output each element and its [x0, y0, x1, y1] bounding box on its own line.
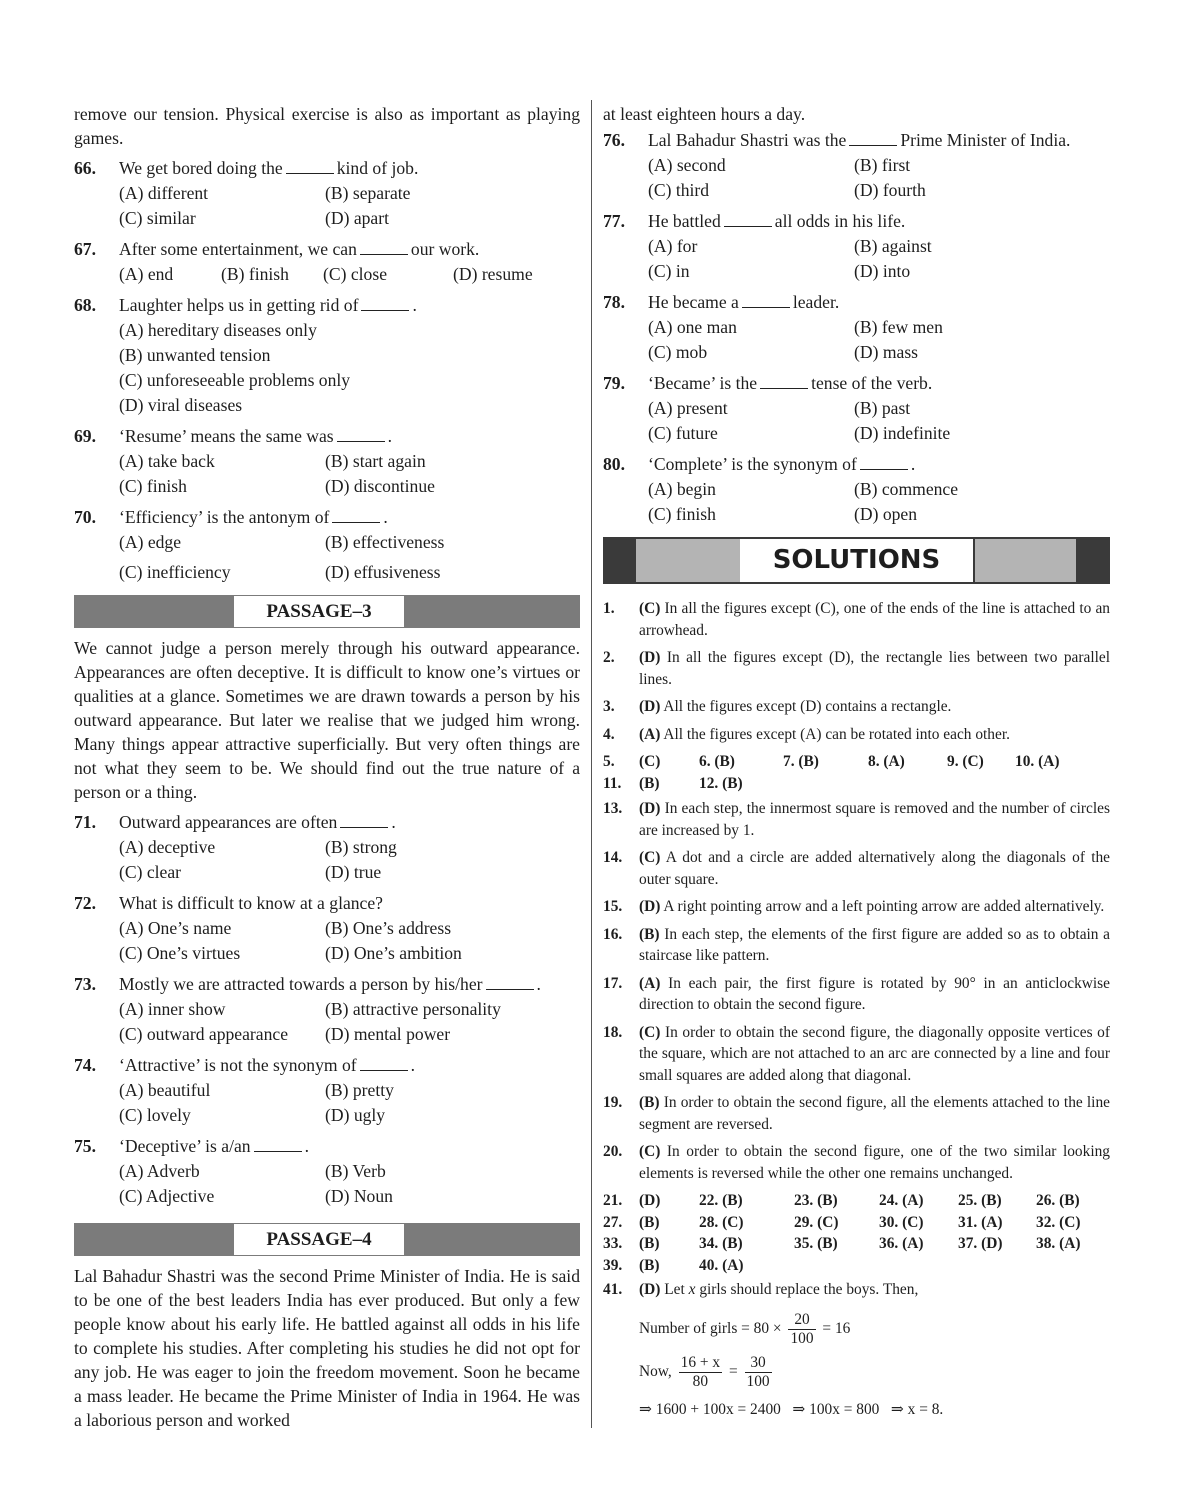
question-number: 69.: [74, 426, 96, 446]
options: [119, 262, 580, 287]
option-c: (C) similar: [119, 208, 196, 228]
solution-18: 18. (C) In order to obtain the second figure, the diagonally opposite vertices of the square, which are not attached to an arc are connected by a line and four small squares are added along that diagonal.: [603, 1023, 1110, 1084]
solution-1: 1. (C) In all the figures except (C), one of the ends of the line is attached to an arrowhead.: [603, 600, 1110, 639]
option-a: (A) take back: [119, 451, 215, 471]
continued-text: at least eighteen hours a day.: [603, 104, 806, 124]
option-a: (A) edge: [119, 532, 182, 552]
question-number: 78.: [603, 292, 625, 312]
passage-3-title: PASSAGE–3: [234, 596, 404, 627]
question-73: [74, 972, 580, 1047]
option-d: (D) true: [325, 862, 382, 882]
left-column: [74, 102, 580, 1432]
answer-row-11: 11. (B) 12. (B): [603, 774, 743, 792]
option-d: (D) into: [854, 261, 911, 281]
question-76: [603, 128, 1110, 203]
question-number: 76.: [603, 130, 625, 150]
solution-13: 13. (D) In each step, the innermost square is removed and the number of circles are increased by 1.: [603, 800, 1110, 839]
question-78: [603, 290, 1110, 365]
fraction: $\frac{16 + x}{80}$: [680, 1353, 721, 1390]
math-line-2: Now, $\frac{16 + x}{80}$ = $\frac{30}{100}$: [639, 1353, 770, 1390]
question-number: 70.: [74, 507, 96, 527]
option-c: (C) One’s virtues: [119, 943, 241, 963]
option-a: (A) inner show: [119, 999, 226, 1019]
option-c: (C) lovely: [119, 1105, 191, 1125]
column-divider: [591, 100, 592, 1428]
solution-20: 20. (C) In order to obtain the second figure, one of the two similar looking elements is reversed while the other one remains unchanged.: [603, 1143, 1110, 1182]
question-text: Outward appearances are often .: [119, 812, 396, 832]
option-c: (C) finish: [648, 504, 716, 524]
question-77: [603, 209, 1110, 284]
question-number: 72.: [74, 893, 96, 913]
option-a: (A) one man: [648, 317, 737, 337]
option-c: (C) outward appearance: [119, 1024, 289, 1044]
option-c: (C) third: [648, 180, 710, 200]
option-b: (B) attractive personality: [325, 999, 501, 1019]
option-b: (B) against: [854, 236, 932, 256]
option-a: (A) deceptive: [119, 837, 216, 857]
option-a: (A) end: [119, 264, 174, 284]
option-d: (D) discontinue: [325, 476, 435, 496]
option-d: (D) ugly: [325, 1105, 386, 1125]
question-text: We get bored doing the kind of job.: [119, 158, 419, 178]
question-text: After some entertainment, we can our work.: [119, 239, 480, 259]
option-b: (B) finish: [221, 264, 289, 284]
answer-row-39: 39. (B) 40. (A): [603, 1256, 744, 1274]
passage-4-text: Lal Bahadur Shastri was the second Prime Minister of India. He is said to be one of the best leaders India has ever produced. But only a few people know about his early life. He battled against all odds in his life to complete his studies. After completing his studies he did not opt for any job. He was eager to join the freedom movement. Soon he became a mass leader. He became the Prime Minister of India in 1964. He was a laborious person and worked: [74, 1266, 580, 1430]
option-a: (A) different: [119, 183, 209, 203]
right-column: at least eighteen hours a day. 76. Lal Bahadur Shastri was the Prime Minister of India. (A) second (B) first (C) third (D) fourth 77. He battled all odds in his life. (A) for (B) against (C) in (D) into 78. He became a leader. (A) one man (B) few men (C) mob (D) mass 79. ‘Became’ is the tense of the verb. (A) present (B) past (C) future (D) indefinite 80. ‘Complete’ is the synonym of . (A) begin (B) commence (C) finish (D) open SOLUTIONS 1. (C) In all the figures except (C), one of the ends of the line is attached to an arrowhead. 2. (D) In all the figures except (D), the rectangle lies between two parallel lines. 3. (D) All the figures except (D) contains a rectangle. 4. (A) All the figures except (A) can be rotated into each other. 5. (C) 6. (B) 7. (B) 8. (A) 9. (C) 10. (A) 11. (B) 12. (B) 13. (D) In each step, the innermost square is removed and the number of circles are increased by 1. 14. (C) A dot and a circle are added alternatively along the diagonals of the outer square. 15. (D) A right pointing arrow and a left pointing arrow are added alternatively. 16. (B) In each step, the elements of the first figure are added so as to obtain a staircase like pattern. 17. (A) In each pair, the first figure is rotated by 90° in an anticlockwise direction to obtain the second figure. 18. (C) In order to obtain the second figure, the diagonally opposite vertices of the square, which are not attached to an arc are connected by a line and four small squares are added along that diagonal. 19. (B) In order to obtain the second figure, all the elements attached to the line segment are reversed. 20. (C) In order to obtain the second figure, one of the two similar looking elements is reversed while the other one remains unchanged. 21. (D) 22. (B) 23. (B) 24. (A) 25. (B) 26. (B) 27. (B) 28. (C) 29. (C) 30. (C) 31. (A) 32. (C) 33. (B) 34. (B) 35. (B) 36. (A) 37. (D) 38. (A) 39. (B) 40. (A) 41. (D) Let x girls should replace the boys. Then, Number of girls = 80 × $\frac{20}{100}$ = 16 Now, $\frac{16 + x}{80}$ = $\frac{30}{100}$ ⇒ 1600 + 100x = 2400 ⇒ 100x = 800 ⇒ x = 8.: [603, 102, 1110, 1421]
option-b: (B) Verb: [325, 1161, 386, 1181]
question-80: [603, 452, 1110, 527]
option-a: (A) One’s name: [119, 918, 232, 938]
option-c: (C) finish: [119, 476, 187, 496]
question-number: 77.: [603, 211, 625, 231]
option-b: (B) start again: [325, 451, 426, 471]
passage-3-text: We cannot judge a person merely through his outward appearance. Appearances are often deceptive. It is difficult to know one’s virtues or qualities at a glance. Sometimes we are drawn towards a person by his outward appearance. But later we realise that we judged him wrong. Many things appear attractive superficially. But very often things are not what they seem to be. We should find out the true nature of a person or a thing.: [74, 638, 580, 802]
option-d: (D) fourth: [854, 180, 926, 200]
option-a: (A) begin: [648, 479, 716, 499]
option-b: (B) strong: [325, 837, 397, 857]
option-b: (B) few men: [854, 317, 943, 337]
question-74: [74, 1053, 580, 1128]
options: [648, 234, 1110, 284]
option-d: (D) viral diseases: [119, 395, 243, 415]
math-line-3: ⇒ 1600 + 100x = 2400 ⇒ 100x = 800 ⇒ x = 8.: [639, 1400, 944, 1418]
options: [648, 396, 1110, 446]
question-text: ‘Complete’ is the synonym of .: [648, 454, 916, 474]
option-b: (B) commence: [854, 479, 959, 499]
option-c: (C) clear: [119, 862, 182, 882]
question-text: Lal Bahadur Shastri was the Prime Minister of India.: [648, 130, 1071, 150]
option-c: (C) inefficiency: [119, 562, 231, 582]
question-69: [74, 424, 580, 499]
question-68: [74, 293, 580, 418]
option-d: (D) apart: [325, 208, 389, 228]
solution-14: 14. (C) A dot and a circle are added alternatively along the diagonals of the outer square.: [603, 849, 1110, 888]
option-b: (B) first: [854, 155, 911, 175]
question-number: 75.: [74, 1136, 96, 1156]
fraction: $\frac{30}{100}$: [746, 1353, 770, 1390]
option-d: (D) resume: [453, 264, 533, 284]
question-number: 68.: [74, 295, 96, 315]
question-text: ‘Efficiency’ is the antonym of .: [119, 507, 388, 527]
options: [119, 916, 580, 966]
passage-4-title: PASSAGE–4: [234, 1224, 404, 1255]
math-line-1: Number of girls = 80 × $\frac{20}{100}$ = 16: [639, 1310, 851, 1347]
option-a: (A) beautiful: [119, 1080, 211, 1100]
option-b: (B) past: [854, 398, 911, 418]
question-text: ‘Deceptive’ is a/an .: [119, 1136, 309, 1156]
option-b: (B) unwanted tension: [119, 345, 271, 365]
option-a: (A) present: [648, 398, 728, 418]
solution-17: 17. (A) In each pair, the first figure is rotated by 90° in an anticlockwise direction to obtain the second figure.: [603, 974, 1110, 1013]
option-d: (D) effusiveness: [325, 562, 441, 582]
question-number: 67.: [74, 239, 96, 259]
passage-4-header: [74, 1223, 580, 1256]
options: [648, 477, 1110, 527]
option-d: (D) indefinite: [854, 423, 951, 443]
option-d: (D) mass: [854, 342, 919, 362]
option-c: (C) close: [323, 264, 388, 284]
solutions-header: [603, 537, 1110, 584]
option-b: (B) effectiveness: [325, 532, 445, 552]
option-a: (A) hereditary diseases only: [119, 320, 317, 340]
solution-2: 2. (D) In all the figures except (D), the rectangle lies between two parallel lines.: [603, 649, 1110, 688]
option-a: (A) Adverb: [119, 1161, 200, 1181]
solution-41: 41. (D) Let x girls should replace the boys. Then,: [603, 1281, 919, 1298]
option-d: (D) mental power: [325, 1024, 451, 1044]
options: [119, 835, 580, 885]
question-number: 71.: [74, 812, 96, 832]
question-text: What is difficult to know at a glance?: [119, 893, 383, 913]
question-71: [74, 810, 580, 885]
question-text: ‘Resume’ means the same was .: [119, 426, 393, 446]
question-66: [74, 156, 580, 231]
question-text: ‘Attractive’ is not the synonym of .: [119, 1055, 416, 1075]
options: [119, 1159, 580, 1209]
options: [119, 997, 580, 1047]
question-text: Laughter helps us in getting rid of .: [119, 295, 417, 315]
fraction: $\frac{20}{100}$: [790, 1310, 814, 1347]
option-a: (A) for: [648, 236, 698, 256]
question-75: [74, 1134, 580, 1209]
question-number: 74.: [74, 1055, 96, 1075]
answer-row-5: 5. (C) 6. (B) 7. (B) 8. (A) 9. (C) 10. (A): [603, 753, 1060, 770]
option-c: (C) in: [648, 261, 690, 281]
solutions-title: SOLUTIONS: [740, 539, 973, 582]
solution-3: 3. (D) All the figures except (D) contains a rectangle.: [603, 698, 952, 715]
intro-text: remove our tension. Physical exercise is also as important as playing games.: [74, 104, 580, 148]
solution-15: 15. (D) A right pointing arrow and a left pointing arrow are added alternatively.: [603, 898, 1105, 915]
solution-16: 16. (B) In each step, the elements of the first figure are added so as to obtain a staircase like pattern.: [603, 925, 1110, 964]
answer-row-33: 33. (B) 34. (B) 35. (B) 36. (A) 37. (D): [603, 1235, 1003, 1252]
option-b: (B) pretty: [325, 1080, 394, 1100]
question-number: 66.: [74, 158, 96, 178]
header-decoration: [636, 539, 740, 582]
header-decoration: [975, 539, 1076, 582]
question-number: 73.: [74, 974, 96, 994]
options: [648, 315, 1110, 365]
option-b: (B) separate: [325, 183, 411, 203]
options: [648, 153, 1110, 203]
question-number: 80.: [603, 454, 625, 474]
option-d: (D) open: [854, 504, 918, 524]
option-b: (B) One’s address: [325, 918, 452, 938]
options: [119, 1078, 580, 1128]
option-a: (A) second: [648, 155, 726, 175]
question-text: ‘Became’ is the tense of the verb.: [648, 373, 933, 393]
question-70: [74, 505, 580, 585]
option-c: (C) Adjective: [119, 1186, 215, 1206]
question-text: Mostly we are attracted towards a person by his/her .: [119, 974, 541, 994]
options: [119, 181, 580, 231]
question-text: He became a leader.: [648, 292, 840, 312]
answer-row-27: 27. (B) 28. (C) 29. (C) 30. (C) 31. (A): [603, 1213, 1003, 1231]
options: [119, 449, 580, 499]
options: [119, 530, 580, 585]
question-number: 79.: [603, 373, 625, 393]
question-text: He battled all odds in his life.: [648, 211, 906, 231]
option-c: (C) unforeseeable problems only: [119, 370, 351, 390]
question-72: [74, 891, 580, 966]
options: [119, 318, 580, 418]
option-d: (D) One’s ambition: [325, 943, 462, 963]
option-d: (D) Noun: [325, 1186, 393, 1206]
solution-19: 19. (B) In order to obtain the second figure, all the elements attached to the line segment are reversed.: [603, 1094, 1110, 1133]
question-79: [603, 371, 1110, 446]
passage-3-header: [74, 595, 580, 628]
option-c: (C) mob: [648, 342, 708, 362]
solution-4: 4. (A) All the figures except (A) can be rotated into each other.: [603, 725, 1010, 743]
answer-row-21: 21. (D) 22. (B) 23. (B) 24. (A) 25. (B): [603, 1192, 1002, 1209]
option-c: (C) future: [648, 423, 718, 443]
question-67: [74, 237, 580, 287]
